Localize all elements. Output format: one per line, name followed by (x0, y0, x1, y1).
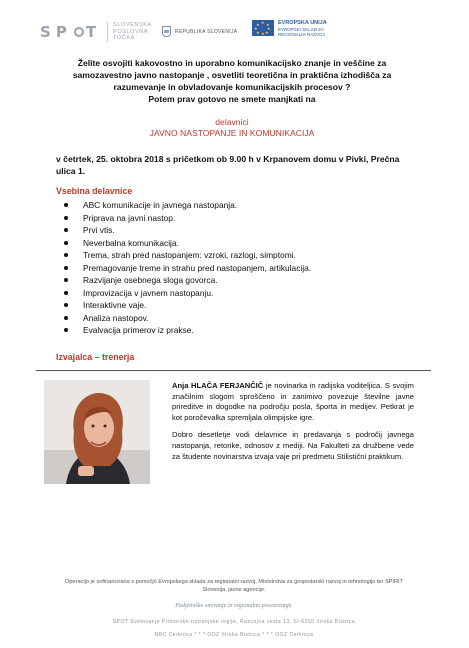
eu-flag-icon: ★ ★ ★ ★ ★ ★ ★ ★ (252, 20, 274, 36)
trainer-bio (172, 381, 414, 469)
list-item: Trema, strah pred nastopanjem: vzroki, razlogi, simptomi. (62, 249, 311, 262)
event-label: delavnici (215, 117, 249, 127)
bullet-icon (64, 303, 68, 307)
list-item: Prvi vtis. (62, 224, 311, 237)
section-divider (36, 370, 431, 371)
list-item: Interaktivne vaje. (62, 299, 311, 312)
spot-letter-t: T (85, 22, 102, 41)
list-item: Improvizacija v javnem nastopanju. (62, 287, 311, 300)
bullet-icon (64, 266, 68, 270)
event-date-location: v četrtek, 25. oktobra 2018 s pričetkom ob 9.00 h v Krpanovem domu v Pivki, Prečna ulica 1. (56, 154, 400, 176)
bullet-icon (64, 241, 68, 245)
list-item: Priprava na javni nastop. (62, 212, 311, 225)
content-heading: Vsebina delavnice (56, 186, 133, 196)
list-item: Premagovanje treme in strahu pred nastopanjem, artikulacija. (62, 262, 311, 275)
trainer-heading: Izvajalca – trenerja (56, 352, 135, 362)
footer-address: SPOT Svetovanje Primorsko-notranjske regije, Razvojna cesta 13, SI-6250 Ilirska Bistrica (112, 619, 356, 625)
portrait-image (44, 380, 150, 484)
list-item: Razvijanje osebnega sloga govorca. (62, 274, 311, 287)
eu-logo (252, 20, 327, 38)
rs-logo-text: REPUBLIKA SLOVENIJA (175, 28, 238, 35)
bio-paragraph-1: Anja HLAČA FERJANČIČ je novinarka in radijska voditeljica. S svojim značilnim slogom sproščeno in zanimivo povezuje številne javne prireditve in dogodke na področju posla, športa in medijev. Petkrat je kot poročevalka spremljala olimpijske igre. (172, 381, 414, 422)
funding-note: Operacijo je sofinancirana s pomočjo Evropskega sklada za regionalni razvoj, Ministrstva za gospodarski razvoj in tehnologijo ter SPIRIT Slovenija, javne agencije. (65, 579, 403, 593)
spot-o-icon (74, 27, 84, 37)
intro-text: Želite osvojiti kakovostno in uporabno komunikacijsko znanje in veščine za samozavestno javno nastopanje , osvetliti teoretična in praktična izhodišča za razumevanje in obvladovanje komunikacijskih procesov ? Potem prav gotovo ne smete manjkati na (72, 58, 392, 104)
eu-logo-text: EVROPSKA UNIJA EVROPSKI SKLAD ZA REGIONALNI RAZVOJ (278, 20, 327, 37)
content-list (62, 199, 311, 337)
bullet-icon (64, 203, 68, 207)
bullet-icon (64, 328, 68, 332)
bullet-icon (64, 228, 68, 232)
trainer-photo (44, 380, 150, 484)
bullet-icon (64, 216, 68, 220)
list-item: Analiza nastopov. (62, 312, 311, 325)
list-item: Neverbalna komunikacija. (62, 237, 311, 250)
list-item: Evalvacija primerov iz prakse. (62, 324, 311, 337)
list-item: ABC komunikacije in javnega nastopanja. (62, 199, 311, 212)
spot-letter-s: S (40, 22, 56, 41)
republic-slovenia-logo (162, 26, 237, 37)
bullet-icon (64, 291, 68, 295)
event-title: JAVNO NASTOPANJE IN KOMUNIKACIJA (149, 128, 315, 138)
coat-of-arms-icon (162, 26, 171, 37)
trainer-name: Anja HLAČA FERJANČIČ (172, 381, 264, 390)
spot-letter-p: P (55, 22, 72, 41)
bullet-icon (64, 253, 68, 257)
spot-logo (40, 22, 152, 42)
bullet-icon (64, 316, 68, 320)
spot-subtitle: SLOVENSKA POSLOVNA TOČKA (107, 22, 152, 42)
bio-paragraph-2: Dobro desetletje vodi delavnice in predavanja s področij javnega nastopanja, retorike, odnosov z mediji. Na Fakulteti za družbene vede za študente novinarstva izvaja vaje pri predmetu Stilistični praktikum. (172, 430, 414, 461)
footer-slogan: Podjetniško snovanje in regionalno povezovanje. (175, 603, 293, 609)
bullet-icon (64, 278, 68, 282)
footer-offices: NBC Cerknica * * * OOZ Ilirska Bistrica * * * OOZ Cerknica (154, 632, 314, 638)
